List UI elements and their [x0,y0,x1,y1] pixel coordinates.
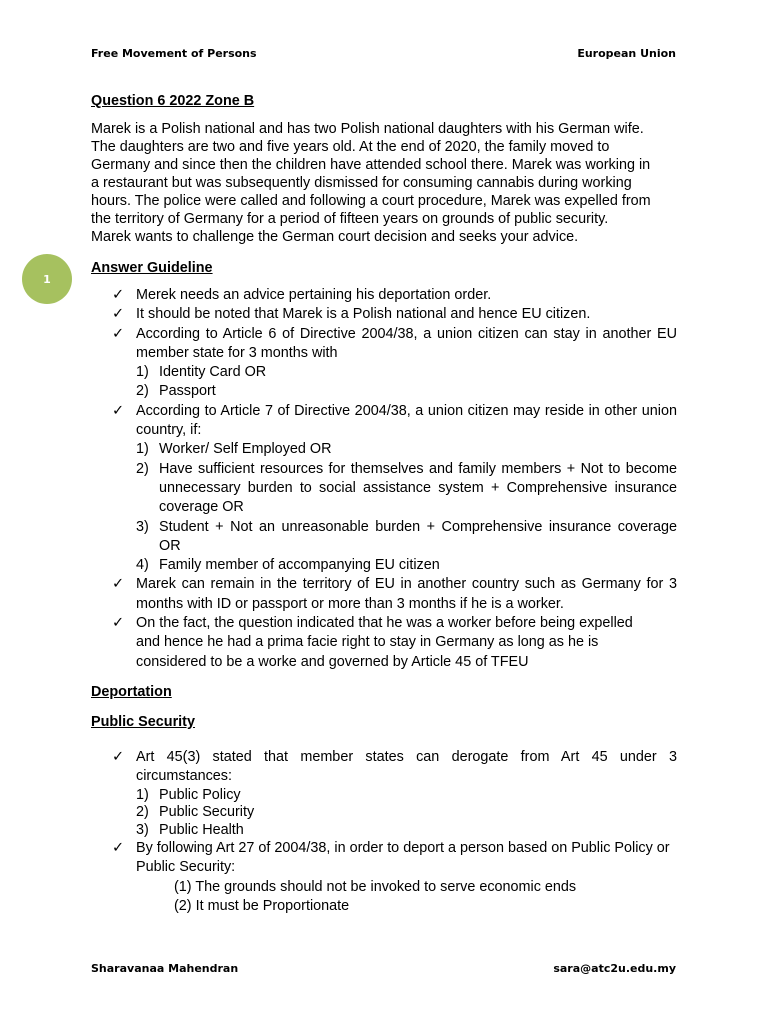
document-body [91,92,677,916]
list-item: ✓ On the fact, the question indicated that he was a worker before being expelled and hence he had a prima facie right to stay in Germany as long as he is considered to be a worke and governed by Article 45 of TFEU [112,615,633,670]
list-item: 3) Student + Not an unreasonable burden + Comprehensive insurance coverage OR [136,518,677,554]
list-item: 1) Worker/ Self Employed OR [136,441,332,458]
intro-line: Marek is a Polish national and has two Polish national daughters with his German wife. [91,121,644,137]
intro-line: The daughters are two and five years old. At the end of 2020, the family moved to [91,139,610,155]
question-text [91,120,677,246]
header-left: Free Movement of Persons [91,47,257,60]
answer-heading: Answer Guideline [91,260,213,276]
header-right: European Union [577,47,676,60]
check-icon: ✓ [112,615,125,632]
list-item: 2) Public Security [136,804,255,821]
numbered-list [136,787,677,840]
sub-list [136,878,677,917]
check-icon: ✓ [112,748,125,765]
list-item: ✓ According to Article 6 of Directive 2004/38, a union citizen can stay in another EU member state for 3 months with 1) Identity Card OR 2) Passport [112,325,677,402]
deportation-heading: Deportation [91,683,172,700]
check-icon: ✓ [112,287,125,303]
list-item: ✓ It should be noted that Marek is a Polish national and hence EU citizen. [112,305,677,324]
list-item: ✓ By following Art 27 of 2004/38, in order to deport a person based on Public Policy or Public Security: (1) The grounds should not be invoked to serve economic ends (2) It must be Proportionate [112,839,677,916]
list-item: 1) Identity Card OR [136,364,267,381]
list-item: (2) It must be Proportionate [174,897,350,914]
list-item: 2) Passport [136,383,216,400]
intro-line: a restaurant but was subsequently dismissed for consuming cannabis during working [91,175,632,191]
list-item: 1) Public Policy [136,786,241,803]
list-item: 2) Have sufficient resources for themselves and family members + Not to become unnecessary burden to social assistance system + Comprehensive insurance coverage OR [136,460,677,516]
list-item: ✓ Art 45(3) stated that member states can derogate from Art 45 under 3 circumstances: 1) Public Policy 2) Public Security 3) Public Health [112,748,677,838]
question-title: Question 6 2022 Zone B [91,93,255,109]
numbered-list [136,363,677,402]
list-item: 3) Public Health [136,821,244,838]
page-number-badge: 1 [22,254,72,304]
numbered-list [136,440,677,575]
author-name: Sharavanaa Mahendran [91,962,239,975]
intro-line: Germany and since then the children have attended school there. Marek was working in [91,157,651,173]
intro-line: the territory of Germany for a period of fifteen years on grounds of public security. [91,211,609,227]
check-icon: ✓ [112,576,125,593]
answer-list [91,286,677,672]
check-icon: ✓ [112,402,125,419]
check-icon: ✓ [112,840,125,857]
check-icon: ✓ [112,306,125,323]
public-security-heading: Public Security [91,713,195,730]
intro-line: Marek wants to challenge the German court decision and seeks your advice. [91,229,579,245]
page-header [91,47,676,60]
author-email: sara@atc2u.edu.my [553,962,676,975]
security-list [91,748,677,916]
list-item: ✓ According to Article 7 of Directive 2004/38, a union citizen may reside in other union country, if: 1) Worker/ Self Employed OR 2) Have sufficient resources for themselves and family members + Not to become unnecessary burden to social assistance system + Comprehensive insurance coverage OR 3) Student + Not an unreasonable burden + Comprehensive insurance coverage OR 4) Family member of accompanying EU citizen [112,402,677,576]
list-item: (1) The grounds should not be invoked to serve economic ends [174,878,577,895]
list-item: ✓ Marek can remain in the territory of EU in another country such as Germany for 3 months with ID or passport or more than 3 months if he is a worker. [112,576,677,612]
list-item: 4) Family member of accompanying EU citizen [136,557,440,574]
list-item: ✓ Merek needs an advice pertaining his deportation order. [112,286,677,305]
intro-line: hours. The police were called and following a court procedure, Marek was expelled from [91,193,651,209]
page-footer [91,962,676,975]
check-icon: ✓ [112,325,125,342]
